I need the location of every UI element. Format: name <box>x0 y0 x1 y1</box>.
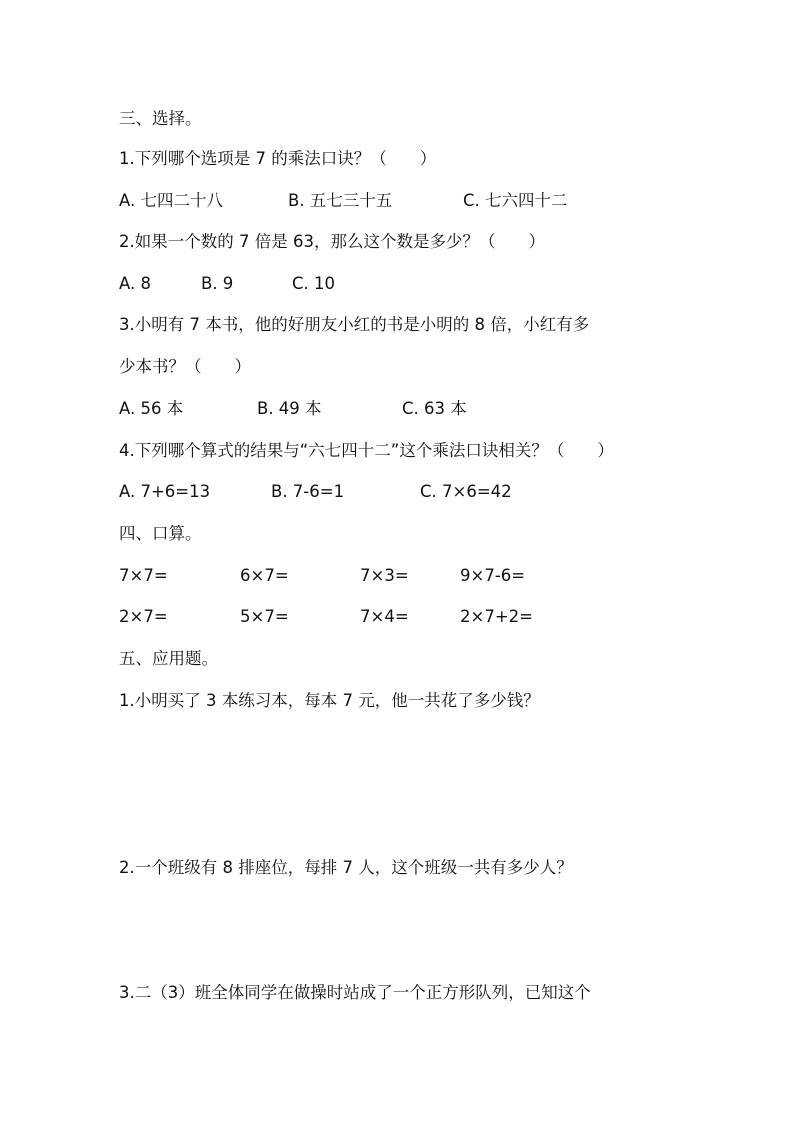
option-b: B. 7-6=1 <box>271 482 345 501</box>
option-b: B. 49 本 <box>257 399 322 418</box>
option-a: A. 56 本 <box>119 399 184 418</box>
option-b: B. 9 <box>201 274 234 293</box>
question-3-continued: 少本书？（ ） <box>119 357 251 376</box>
calc-item: 7×7= <box>119 566 168 585</box>
section-heading-application: 五、应用题。 <box>119 649 218 668</box>
calc-item: 7×4= <box>360 607 409 626</box>
application-question-3: 3.二（3）班全体同学在做操时站成了一个正方形队列，已知这个 <box>119 983 591 1002</box>
option-c: C. 63 本 <box>402 399 467 418</box>
application-question-2: 2.一个班级有 8 排座位，每排 7 人，这个班级一共有多少人？ <box>119 858 573 877</box>
calc-item: 5×7= <box>240 607 289 626</box>
question-2: 2.如果一个数的 7 倍是 63，那么这个数是多少？（ ） <box>119 232 545 251</box>
question-4: 4.下列哪个算式的结果与“六七四十二”这个乘法口诀相关？（ ） <box>119 441 614 460</box>
calc-item: 7×3= <box>360 566 409 585</box>
calc-item: 2×7= <box>119 607 168 626</box>
question-1: 1.下列哪个选项是 7 的乘法口诀？（ ） <box>119 149 437 168</box>
calc-item: 2×7+2= <box>460 607 533 626</box>
option-a: A. 8 <box>119 274 151 293</box>
option-c: C. 10 <box>292 274 336 293</box>
calc-item: 6×7= <box>240 566 289 585</box>
question-3: 3.小明有 7 本书，他的好朋友小红的书是小明的 8 倍，小红有多 <box>119 315 590 334</box>
section-heading-calc: 四、口算。 <box>119 524 202 543</box>
calc-item: 9×7-6= <box>460 566 526 585</box>
option-b: B. 五七三十五 <box>288 191 393 210</box>
application-question-1: 1.小明买了 3 本练习本，每本 7 元，他一共花了多少钱？ <box>119 691 540 710</box>
option-a: A. 7+6=13 <box>119 482 211 501</box>
option-c: C. 七六四十二 <box>463 191 568 210</box>
option-a: A. 七四二十八 <box>119 191 223 210</box>
section-heading-choice: 三、选择。 <box>119 109 202 128</box>
option-c: C. 7×6=42 <box>420 482 512 501</box>
